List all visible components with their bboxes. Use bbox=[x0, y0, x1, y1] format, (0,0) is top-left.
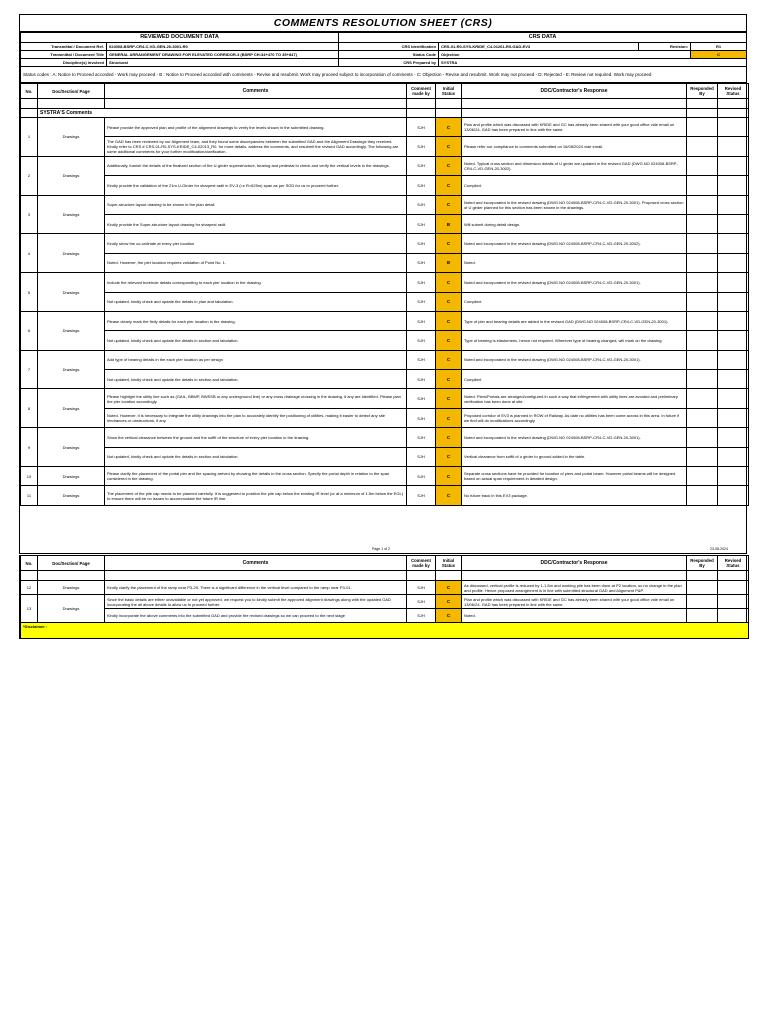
item-number: 6 bbox=[21, 311, 38, 350]
initial-status-badge: C bbox=[436, 156, 462, 175]
responded-by bbox=[687, 467, 718, 486]
revised-status bbox=[718, 234, 749, 253]
comment-text: Not updated, kindly check and update the details in section and tabulation. bbox=[105, 370, 407, 389]
comment-made-by: SJH bbox=[407, 609, 436, 623]
initial-status-badge: C bbox=[436, 311, 462, 330]
prepared-by-label: CRS Prepared by bbox=[339, 59, 439, 67]
table-row bbox=[21, 214, 749, 233]
revised-status bbox=[718, 118, 749, 137]
comment-text: Noted. However, it is necessary to integrate the utility drawings into the plan to accurately identify the positioning of utilities, making it easier to detect any site hindrances or obstructions, if any. bbox=[105, 408, 407, 427]
initial-status-badge: C bbox=[436, 609, 462, 623]
comment-text: Include the relevant borehole details corresponding to each pier location in the drawing. bbox=[105, 273, 407, 292]
comment-made-by: SJH bbox=[407, 292, 436, 311]
doc-section: Drawings bbox=[38, 195, 105, 234]
section-name: SYSTRA'S Comments bbox=[38, 109, 407, 118]
initial-status-badge: C bbox=[436, 176, 462, 195]
comment-made-by: SJH bbox=[407, 253, 436, 272]
table-row bbox=[21, 253, 749, 272]
initial-status-badge: C bbox=[436, 370, 462, 389]
responded-by bbox=[687, 214, 718, 233]
response-text: Complied. bbox=[462, 176, 687, 195]
initial-status-badge: C bbox=[436, 195, 462, 214]
comments-table-page-2 bbox=[20, 555, 749, 639]
response-text: Type of bearing is elastomeric, hence not required. Wherever type of bearing changed, will mark on the drawing. bbox=[462, 331, 687, 350]
comment-made-by: SJH bbox=[407, 214, 436, 233]
initial-status-badge: B bbox=[436, 214, 462, 233]
initial-status-badge: C bbox=[436, 292, 462, 311]
item-number: 9 bbox=[21, 428, 38, 467]
comment-made-by: SJH bbox=[407, 467, 436, 486]
table-row bbox=[21, 428, 749, 447]
responded-by bbox=[687, 292, 718, 311]
responded-by bbox=[687, 118, 718, 137]
item-number: 13 bbox=[21, 595, 38, 623]
col-doc: Doc/Section/ Page bbox=[38, 556, 105, 571]
doc-section: Drawings bbox=[38, 581, 105, 595]
revised-status bbox=[718, 389, 749, 408]
col-made-by: Comment made by bbox=[407, 84, 436, 99]
col-initial-status: Initial Status bbox=[436, 84, 462, 99]
comment-made-by: SJH bbox=[407, 408, 436, 427]
table-row bbox=[21, 137, 749, 156]
comment-text: Please clarify the placement of the portal pier and the spacing arrived by showing the details in the cross section. Specify the portal depth in relation to the span considered in the drawing. bbox=[105, 467, 407, 486]
response-text: Noted. bbox=[462, 253, 687, 272]
doc-section: Drawings bbox=[38, 118, 105, 157]
initial-status-badge: C bbox=[436, 331, 462, 350]
comment-made-by: SJH bbox=[407, 486, 436, 505]
responded-by bbox=[687, 389, 718, 408]
comment-made-by: SJH bbox=[407, 176, 436, 195]
doc-section: Drawings bbox=[38, 389, 105, 428]
initial-status-badge: C bbox=[436, 234, 462, 253]
transmittal-ref-value: 024008-BSRP-CR4-C-VD-GEN-20-3001-R0 bbox=[107, 43, 339, 51]
col-responded-by: Responded By bbox=[687, 84, 718, 99]
table-row bbox=[21, 467, 749, 486]
doc-section: Drawings bbox=[38, 467, 105, 486]
transmittal-ref-label: Transmittal / Document Ref. bbox=[21, 43, 107, 51]
table-row bbox=[21, 311, 749, 330]
table-row bbox=[21, 195, 749, 214]
revised-status bbox=[718, 486, 749, 505]
transmittal-title-label: Transmittal / Document Title bbox=[21, 51, 107, 59]
initial-status-badge: C bbox=[436, 137, 462, 156]
item-number: 10 bbox=[21, 467, 38, 486]
comment-text: The GAD has been reviewed by our Alignment team, and they found some discrepancies between the submitted GAD and the Alignment Drawings they received. Kindly refer to CRS # CRS-01-R0-SYS-KRIDE_C4-02013_R0. for more details, address the comments, and resubmit the revised GAD accordingly. The following are some additional comments for your further modification/clarification. bbox=[105, 137, 407, 156]
col-responded-by: Responded By bbox=[687, 556, 718, 571]
response-text: Noted. bbox=[462, 609, 687, 623]
revised-status bbox=[718, 370, 749, 389]
initial-status-badge: C bbox=[436, 118, 462, 137]
comment-made-by: SJH bbox=[407, 156, 436, 175]
item-number: 2 bbox=[21, 156, 38, 195]
initial-status-badge: C bbox=[436, 581, 462, 595]
response-text: Vertical clearance from soffit of u girder to ground added in the table. bbox=[462, 447, 687, 466]
doc-section: Drawings bbox=[38, 486, 105, 505]
responded-by bbox=[687, 311, 718, 330]
response-text: Complied. bbox=[462, 370, 687, 389]
table-row bbox=[21, 447, 749, 466]
responded-by bbox=[687, 350, 718, 369]
response-text: Noted and incorporated in the revised drawing (DWG.NO 024008-BSRP-CR4-C-VD-GEN-20-3002). bbox=[462, 234, 687, 253]
page-number: Page 1 of 2 bbox=[372, 547, 390, 551]
item-number: 3 bbox=[21, 195, 38, 234]
table-row bbox=[21, 118, 749, 137]
status-code-value: Objection bbox=[439, 51, 691, 59]
status-code-label: Status Code bbox=[339, 51, 439, 59]
comment-made-by: SJH bbox=[407, 311, 436, 330]
revised-status bbox=[718, 176, 749, 195]
response-text: Type of pier and bearing details are added in the revised GAD (DWG.NO 024008-BSRP-CR4-C-VD-GEN-20-3001). bbox=[462, 311, 687, 330]
col-response: DDC/Contractor's Response bbox=[462, 556, 687, 571]
item-number: 12 bbox=[21, 581, 38, 595]
revised-status bbox=[718, 292, 749, 311]
revised-status bbox=[718, 595, 749, 609]
table-row bbox=[21, 595, 749, 609]
comment-made-by: SJH bbox=[407, 447, 436, 466]
col-no: No. bbox=[21, 84, 38, 99]
response-text: As discussed, vertical profile is reduced by 1-1.5m and working pile has been done at P2 location, so no change in the plan and profile. Hence proposed arrangement is in line with submitted structural GAD and Alignment P&P. bbox=[462, 581, 687, 595]
item-number: 7 bbox=[21, 350, 38, 389]
header-table bbox=[20, 32, 747, 83]
responded-by bbox=[687, 156, 718, 175]
initial-status-badge: C bbox=[436, 467, 462, 486]
col-comments: Comments bbox=[105, 556, 407, 571]
revised-status bbox=[718, 350, 749, 369]
comment-made-by: SJH bbox=[407, 389, 436, 408]
revised-status bbox=[718, 447, 749, 466]
response-text: Noted and incorporated in the revised drawing (DWG.NO 024008-BSRP-CR4-C-VD-GEN-20-3001). bbox=[462, 350, 687, 369]
table-row bbox=[21, 273, 749, 292]
response-text: Proposed corridor of EV3 is planned in ROW of Railway. As date no utilities has been come across in this area. In future if we find will do modifications accordingly. bbox=[462, 408, 687, 427]
document-title: COMMENTS RESOLUTION SHEET (CRS) bbox=[20, 15, 746, 32]
comment-text: Not updated, kindly check and update the details in section and tabulation. bbox=[105, 447, 407, 466]
responded-by bbox=[687, 581, 718, 595]
revised-status bbox=[718, 311, 749, 330]
revised-status bbox=[718, 331, 749, 350]
page-date: 23-08-2024 bbox=[710, 547, 728, 551]
item-number: 4 bbox=[21, 234, 38, 273]
response-text: Noted. Typical cross section and dimension details of U girder are updated in the revised GAD (DWG.NO 024008-BSRP-CR4-C-VD-GEN-20-3002). bbox=[462, 156, 687, 175]
initial-status-badge: C bbox=[436, 273, 462, 292]
revised-status bbox=[718, 156, 749, 175]
initial-status-badge: C bbox=[436, 408, 462, 427]
comment-made-by: SJH bbox=[407, 595, 436, 609]
comment-made-by: SJH bbox=[407, 331, 436, 350]
response-text: Noted and incorporated in the revised drawing (DWG.NO 024008-BSRP-CR4-C-VD-GEN-20-3001). bbox=[462, 428, 687, 447]
comment-made-by: SJH bbox=[407, 234, 436, 253]
col-response: DDC/Contractor's Response bbox=[462, 84, 687, 99]
responded-by bbox=[687, 137, 718, 156]
comment-made-by: SJH bbox=[407, 273, 436, 292]
revised-status bbox=[718, 137, 749, 156]
revised-status bbox=[718, 428, 749, 447]
doc-section: Drawings bbox=[38, 273, 105, 312]
initial-status-badge: C bbox=[436, 447, 462, 466]
revised-status bbox=[718, 195, 749, 214]
discipline-label: Discipline(s) involved bbox=[21, 59, 107, 67]
table-row bbox=[21, 486, 749, 505]
table-row bbox=[21, 370, 749, 389]
response-text: Plan and profile which was discussed with KRIDE and GC has already been shared with your good office vide email on 13/06/24. GAD has been prepared in line with the same. bbox=[462, 118, 687, 137]
comment-made-by: SJH bbox=[407, 350, 436, 369]
col-initial-status: Initial Status bbox=[436, 556, 462, 571]
response-text: Separate cross sections have be provided for location of piers and portal beam. However portal beams will be designed based on actual span requirement in detailed design. bbox=[462, 467, 687, 486]
table-row bbox=[21, 292, 749, 311]
comment-made-by: SJH bbox=[407, 428, 436, 447]
col-revised-status: Revised Status bbox=[718, 556, 749, 571]
table-row bbox=[21, 350, 749, 369]
table-row bbox=[21, 331, 749, 350]
comment-made-by: SJH bbox=[407, 370, 436, 389]
crs-page-1 bbox=[19, 14, 747, 554]
responded-by bbox=[687, 428, 718, 447]
crs-data-heading: CRS DATA bbox=[339, 33, 747, 43]
comment-text: Kindly incorporate the above comments into the submitted GAD and provide the revised drawings so we can proceed to the next stage bbox=[105, 609, 407, 623]
responded-by bbox=[687, 609, 718, 623]
revised-status bbox=[718, 609, 749, 623]
table-row bbox=[21, 234, 749, 253]
initial-status-badge: C bbox=[436, 350, 462, 369]
prepared-by-value: SYSTRA bbox=[439, 59, 747, 67]
comment-text: Super-structure layout drawing to be shown in the plan detail bbox=[105, 195, 407, 214]
comment-text: Kindly show the co-ordinate at every pier location bbox=[105, 234, 407, 253]
comment-text: Add type of bearing details in the each pier location as per design bbox=[105, 350, 407, 369]
col-doc: Doc/Section/ Page bbox=[38, 84, 105, 99]
responded-by bbox=[687, 447, 718, 466]
initial-status-badge: B bbox=[436, 253, 462, 272]
responded-by bbox=[687, 486, 718, 505]
item-number: 1 bbox=[21, 118, 38, 157]
doc-section: Drawings bbox=[38, 234, 105, 273]
doc-section: Drawings bbox=[38, 156, 105, 195]
status-codes-legend: Status codes : A: Notice to Proceed accorded - Work may proceed - B : Notice to Proceed accorded with comments - Revise and resubmit. Work may proceed subject to incorporation of comments - C: Objection - Revise and resubmit. Work may not proceed - D: Rejected - E: Review not required. Work may proceed bbox=[21, 67, 747, 83]
responded-by bbox=[687, 370, 718, 389]
response-text: Noted and incorporated in the revised drawing (DWG.NO 024008-BSRP-CR4-C-VD-GEN-20-3001). Proposed cross section of U girder planned for this section has been shown in the drawings. bbox=[462, 195, 687, 214]
comment-text: Not updated, kindly check and update the details in section and tabulation. bbox=[105, 331, 407, 350]
initial-status-badge: C bbox=[436, 428, 462, 447]
status-code-box: C bbox=[691, 51, 747, 59]
comment-text: The placement of the pile cap needs to be planned carefully. It is suggested to position the pile cap below the existing IR level (or at a minimum of 1.5m below the EGL) to ensure there will be no issues to accommodate the future IR line. bbox=[105, 486, 407, 505]
disclaimer: *Disclaimer : bbox=[21, 623, 749, 639]
table-row bbox=[21, 609, 749, 623]
col-made-by: Comment made by bbox=[407, 556, 436, 571]
table-row bbox=[21, 156, 749, 175]
comment-text: Please provide the approved plan and profile of the alignment drawings to verify the levels shown in the submitted drawing. bbox=[105, 118, 407, 137]
responded-by bbox=[687, 195, 718, 214]
doc-section: Drawings bbox=[38, 311, 105, 350]
revised-status bbox=[718, 273, 749, 292]
col-revised-status: Revised Status bbox=[718, 84, 749, 99]
table-row bbox=[21, 176, 749, 195]
revised-status bbox=[718, 408, 749, 427]
responded-by bbox=[687, 273, 718, 292]
comment-made-by: SJH bbox=[407, 581, 436, 595]
transmittal-title-value: GENERAL ARRANGEMENT DRAWING FOR ELEVATED CORRIDOR-3 (BSRP CH:34+470 TO 35+847) bbox=[107, 51, 339, 59]
item-number: 11 bbox=[21, 486, 38, 505]
col-comments: Comments bbox=[105, 84, 407, 99]
responded-by bbox=[687, 408, 718, 427]
doc-section: Drawings bbox=[38, 350, 105, 389]
crs-id-label: CRS Identification bbox=[339, 43, 439, 51]
comment-text: Not updated, kindly check and update the details in plan and tabulation. bbox=[105, 292, 407, 311]
revised-status bbox=[718, 581, 749, 595]
responded-by bbox=[687, 595, 718, 609]
response-text: Complied. bbox=[462, 292, 687, 311]
initial-status-badge: C bbox=[436, 486, 462, 505]
item-number: 8 bbox=[21, 389, 38, 428]
responded-by bbox=[687, 234, 718, 253]
comment-text: Kindly provide the validation of the 21m U-Girder for sharpest radii in EV-3 (i.e R=625m) span as per SOD for us to proceed further. bbox=[105, 176, 407, 195]
table-row bbox=[21, 581, 749, 595]
comment-text: Show the vertical clearance between the ground and the soffit of the structure of every pier location in the drawing. bbox=[105, 428, 407, 447]
responded-by bbox=[687, 331, 718, 350]
comment-text: Since the basic details are either unavailable or not yet approved, we request you to kindly submit the approved alignment drawings along with the updated GAD incorporating the all above details to allow us to proceed further. bbox=[105, 595, 407, 609]
comment-text: Please highlight the utility line such as (GAIL, BBMP, BWSSB or any underground line) or any cross drainage crossing in the drawing, if any are identified. Please plan the pier location accordingly. bbox=[105, 389, 407, 408]
revised-status bbox=[718, 214, 749, 233]
responded-by bbox=[687, 176, 718, 195]
response-text: Noted and incorporated in the revised drawing (DWG.NO 024008-BSRP-CR4-C-VD-GEN-20-3001). bbox=[462, 273, 687, 292]
response-text: Please refer our compliance to comments submitted on 16/08/2024 vide email. bbox=[462, 137, 687, 156]
comment-text: Kindly provide the Super-structure layout drawing for sharpest radii. bbox=[105, 214, 407, 233]
comment-made-by: SJH bbox=[407, 195, 436, 214]
col-no: No. bbox=[21, 556, 38, 571]
discipline-value: Structural bbox=[107, 59, 339, 67]
revised-status bbox=[718, 467, 749, 486]
crs-id-value: CRS-01-R0-SYS-KRIDE_C4-01261-R0-GAD-EV3 bbox=[439, 43, 639, 51]
crs-page-2 bbox=[19, 555, 747, 639]
comment-text: Please clearly mark the fixity details for each pier location in the drawing. bbox=[105, 311, 407, 330]
response-text: No future track in this EV3 package. bbox=[462, 486, 687, 505]
initial-status-badge: C bbox=[436, 595, 462, 609]
initial-status-badge: C bbox=[436, 389, 462, 408]
table-row bbox=[21, 408, 749, 427]
comment-text: Kindly clarify the placement of the ramp near P3-29. There is a significant difference in the vertical level compared to the ramp near P3-01. bbox=[105, 581, 407, 595]
response-text: Will submit during detail design. bbox=[462, 214, 687, 233]
response-text: Plan and profile which was discussed with KRIDE and GC has already been shared with your good office vide email on 13/06/24. GAD has been prepared in line with the same. bbox=[462, 595, 687, 609]
comment-text: Additionally, furnish the details of the finalized section of the U-girder superstructure, bearing and pedestal to check and verify the vertical levels in the drawings. bbox=[105, 156, 407, 175]
revision-label: Revision: bbox=[639, 43, 691, 51]
reviewed-data-heading: REVIEWED DOCUMENT DATA bbox=[21, 33, 339, 43]
comment-text: Noted. However, the pier location requires validation of Point No. 1. bbox=[105, 253, 407, 272]
doc-section: Drawings bbox=[38, 595, 105, 623]
item-number: 5 bbox=[21, 273, 38, 312]
table-row bbox=[21, 389, 749, 408]
revision-value: R1 bbox=[691, 43, 747, 51]
comment-made-by: SJH bbox=[407, 137, 436, 156]
comment-made-by: SJH bbox=[407, 118, 436, 137]
comments-table-page-1 bbox=[20, 83, 749, 506]
doc-section: Drawings bbox=[38, 428, 105, 467]
revised-status bbox=[718, 253, 749, 272]
responded-by bbox=[687, 253, 718, 272]
response-text: Noted. Piers/Portals are arranged/configured in such a way that infringement with utility lines are avoided and preliminary verification has been done at site. bbox=[462, 389, 687, 408]
